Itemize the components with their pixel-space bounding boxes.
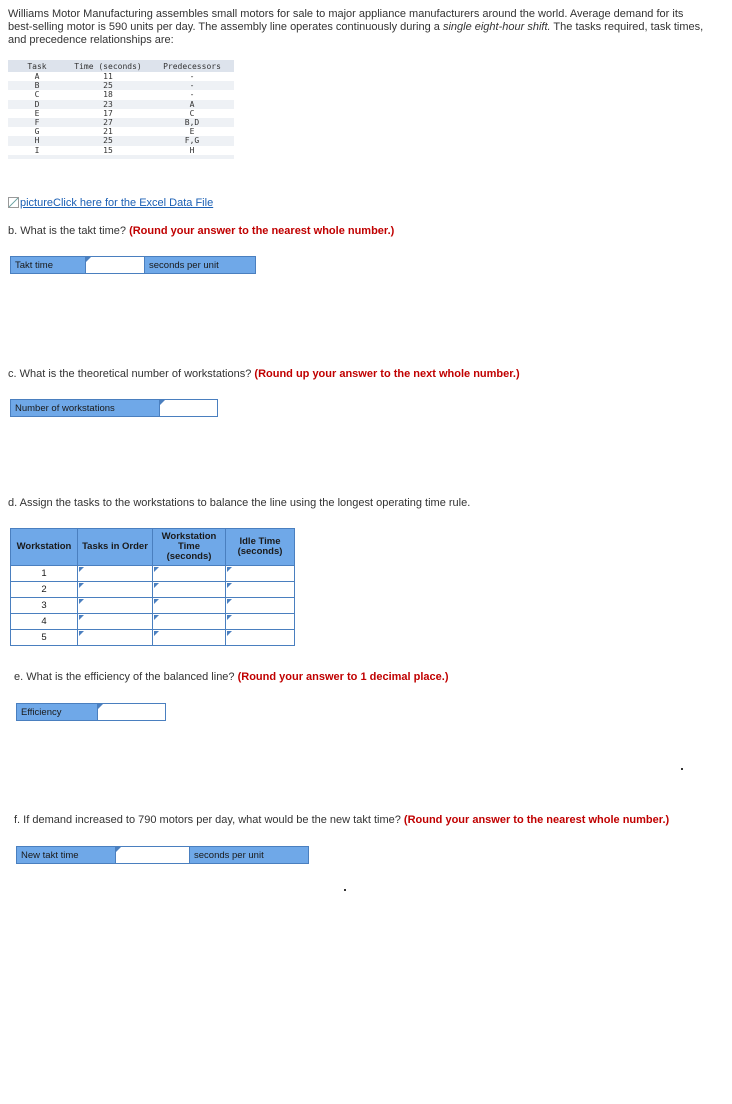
workstation-row <box>11 614 295 630</box>
question-c: c. What is the theoretical number of workstations? (Round up your answer to the next whole number.) <box>8 368 520 380</box>
header-workstation-time: Workstation Time (seconds) <box>153 529 226 566</box>
task-predecessors: - <box>189 90 195 100</box>
task-row <box>8 127 234 136</box>
workstation-row <box>11 598 295 614</box>
header-workstation: Workstation <box>11 529 78 566</box>
idle-time-input[interactable] <box>226 566 295 582</box>
task-row <box>8 90 234 99</box>
header-predecessors: Predecessors <box>150 60 234 72</box>
workstation-row <box>11 630 295 646</box>
task-table <box>8 60 234 159</box>
task-time: 23 <box>66 100 150 109</box>
tasks-input[interactable] <box>78 566 153 582</box>
task-id: B <box>8 81 66 90</box>
new-takt-time-input[interactable] <box>115 846 190 864</box>
stray-dot <box>344 889 346 891</box>
task-predecessors: C <box>189 108 195 118</box>
idle-time-input[interactable] <box>226 582 295 598</box>
task-predecessors: - <box>150 81 234 90</box>
question-f: f. If demand increased to 790 motors per day, what would be the new takt time? (Round your answer to the nearest whole number.) <box>14 814 670 826</box>
workstation-number: 4 <box>11 614 78 630</box>
workstation-time-input[interactable] <box>153 566 226 582</box>
task-time: 27 <box>66 118 150 127</box>
task-time: 15 <box>103 145 113 155</box>
question-b: b. What is the takt time? (Round your answer to the nearest whole number.) <box>8 225 395 237</box>
workstation-number: 1 <box>11 566 78 582</box>
task-row <box>8 81 234 90</box>
workstation-time-input[interactable] <box>153 598 226 614</box>
task-time: 11 <box>103 72 113 82</box>
efficiency-label: Efficiency <box>16 703 98 721</box>
task-time: 25 <box>66 136 150 145</box>
new-takt-time-label: New takt time <box>16 846 116 864</box>
task-predecessors: E <box>189 127 195 137</box>
takt-time-unit: seconds per unit <box>144 256 256 274</box>
task-predecessors: B,D <box>150 118 234 127</box>
task-row <box>8 118 234 127</box>
task-row <box>8 109 234 118</box>
workstations-label: Number of workstations <box>10 399 160 417</box>
workstation-number: 3 <box>11 598 78 614</box>
task-predecessors: A <box>150 100 234 109</box>
workstations-input[interactable] <box>159 399 218 417</box>
table-footer <box>8 155 234 159</box>
question-e: e. What is the efficiency of the balanced line? (Round your answer to 1 decimal place.) <box>14 671 449 683</box>
tasks-input[interactable] <box>78 598 153 614</box>
task-id: A <box>34 72 40 82</box>
stray-dot <box>681 768 683 770</box>
question-d: d. Assign the tasks to the workstations to balance the line using the longest operating time rule. <box>8 497 471 509</box>
header-time: Time (seconds) <box>66 60 150 72</box>
workstation-table <box>10 528 295 646</box>
idle-time-input[interactable] <box>226 630 295 646</box>
task-row <box>8 136 234 145</box>
task-id: H <box>8 136 66 145</box>
header-idle-time: Idle Time (seconds) <box>226 529 295 566</box>
problem-intro: Williams Motor Manufacturing assembles small motors for sale to major appliance manufacturers around the world. Average demand for its best-selling motor is 590 units per day. The assembly line operates continuously during a single eight-hour shift. The tasks required, task times, and precedence relationships are: <box>8 8 704 46</box>
workstation-number: 5 <box>11 630 78 646</box>
broken-image-icon <box>8 197 19 208</box>
tasks-input[interactable] <box>78 630 153 646</box>
task-id: I <box>34 145 40 155</box>
header-task: Task <box>8 60 66 72</box>
excel-data-link[interactable]: pictureClick here for the Excel Data File <box>8 197 213 209</box>
task-time: 17 <box>103 108 113 118</box>
task-time: 25 <box>66 81 150 90</box>
takt-time-label: Takt time <box>10 256 86 274</box>
task-id: G <box>34 127 40 137</box>
task-id: E <box>34 108 40 118</box>
task-row <box>8 72 234 81</box>
new-takt-time-unit: seconds per unit <box>189 846 309 864</box>
workstation-time-input[interactable] <box>153 614 226 630</box>
task-row <box>8 146 234 155</box>
workstation-time-input[interactable] <box>153 582 226 598</box>
workstation-time-input[interactable] <box>153 630 226 646</box>
task-row <box>8 100 234 109</box>
efficiency-input[interactable] <box>97 703 166 721</box>
task-predecessors: - <box>189 72 195 82</box>
task-time: 18 <box>103 90 113 100</box>
tasks-input[interactable] <box>78 582 153 598</box>
idle-time-input[interactable] <box>226 614 295 630</box>
task-predecessors: F,G <box>150 136 234 145</box>
idle-time-input[interactable] <box>226 598 295 614</box>
workstation-row <box>11 566 295 582</box>
workstation-number: 2 <box>11 582 78 598</box>
workstation-row <box>11 582 295 598</box>
task-id: D <box>8 100 66 109</box>
takt-time-input[interactable] <box>85 256 145 274</box>
task-predecessors: H <box>189 145 195 155</box>
task-id: C <box>34 90 40 100</box>
tasks-input[interactable] <box>78 614 153 630</box>
task-id: F <box>8 118 66 127</box>
task-time: 21 <box>103 127 113 137</box>
header-tasks-in-order: Tasks in Order <box>78 529 153 566</box>
